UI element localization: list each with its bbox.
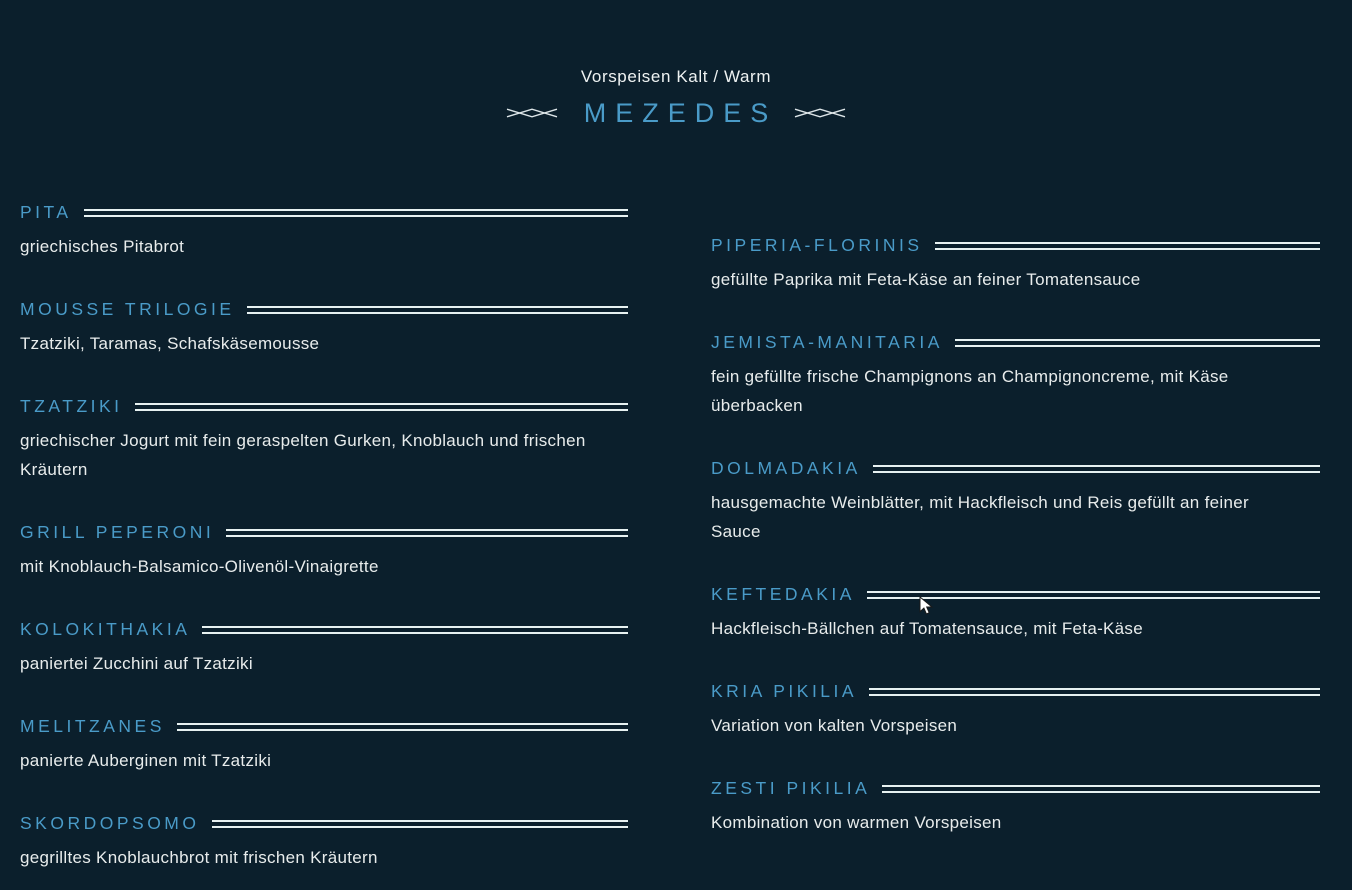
description-line: Hackfleisch-Bällchen auf Tomatensauce, mit Feta-Käse (711, 619, 1143, 638)
menu-column-right (711, 235, 1320, 890)
double-rule (202, 626, 628, 634)
menu-subtitle: Vorspeisen Kalt / Warm (580, 67, 772, 86)
menu-item-title: TZATZIKI (20, 395, 123, 416)
menu-item-title: KEFTEDAKIA (711, 583, 855, 604)
menu-header (0, 0, 1352, 130)
menu-item-title: JEMISTA-MANITARIA (711, 331, 943, 352)
menu-title-row (0, 96, 1352, 130)
menu-item-grill-peperoni (20, 522, 628, 581)
menu-item-title: PITA (20, 201, 72, 222)
double-rule (867, 591, 1320, 599)
menu-item-description (711, 488, 1320, 546)
description-line: Sauce (711, 522, 761, 541)
menu-item-melitzanes (20, 716, 628, 775)
menu-item-dolmadakia (711, 458, 1320, 546)
menu-item-description (711, 362, 1320, 420)
double-rule (882, 785, 1320, 793)
menu-item-skordopsomo (20, 813, 628, 872)
double-rule (935, 242, 1320, 250)
menu-item-piperia-florinis (711, 235, 1320, 294)
menu-item-description (20, 649, 628, 678)
description-line: gegrilltes Knoblauchbrot mit frischen Kräutern (20, 848, 378, 867)
menu-item-description (20, 232, 628, 261)
menu-item-description (20, 329, 628, 358)
menu-item-tzatziki (20, 396, 628, 484)
description-line: Variation von kalten Vorspeisen (711, 716, 958, 735)
description-line: Kombination von warmen Vorspeisen (711, 813, 1002, 832)
menu-column-left (20, 202, 628, 890)
knot-divider-icon (794, 106, 846, 120)
double-rule (84, 209, 628, 217)
description-line: panierte Auberginen mit Tzatziki (20, 751, 272, 770)
menu-title: MEZEDES (583, 97, 778, 128)
double-rule (135, 403, 628, 411)
description-line: gefüllte Paprika mit Feta-Käse an feiner Tomatensauce (711, 270, 1141, 289)
menu-item-pita (20, 202, 628, 261)
knot-divider-icon (506, 106, 558, 120)
menu-item-kolokithakia (20, 619, 628, 678)
menu-item-title: DOLMADAKIA (711, 457, 861, 478)
menu-item-description (711, 265, 1320, 294)
double-rule (177, 723, 628, 731)
menu-item-title: ZESTI PIKILIA (711, 777, 871, 798)
menu-item-title: MELITZANES (20, 715, 165, 736)
menu-item-description (20, 552, 628, 581)
double-rule (955, 339, 1320, 347)
menu-item-title: MOUSSE TRILOGIE (20, 298, 235, 319)
menu-item-description (20, 746, 628, 775)
menu-item-title: KRIA PIKILIA (711, 680, 858, 701)
description-line: hausgemachte Weinblätter, mit Hackfleisch und Reis gefüllt an feiner (711, 493, 1249, 512)
menu-item-description (711, 808, 1320, 837)
menu-item-description (711, 614, 1320, 643)
menu-item-kria-pikilia (711, 681, 1320, 740)
double-rule (212, 820, 629, 828)
description-line: Kräutern (20, 460, 88, 479)
menu-item-jemista-manitaria (711, 332, 1320, 420)
description-line: Tzatziki, Taramas, Schafskäsemousse (20, 334, 320, 353)
menu-item-zesti-pikilia (711, 778, 1320, 837)
description-line: mit Knoblauch-Balsamico-Olivenöl-Vinaigrette (20, 557, 379, 576)
description-line: griechisches Pitabrot (20, 237, 185, 256)
description-line: paniertei Zucchini auf Tzatziki (20, 654, 253, 673)
menu-item-description (20, 426, 628, 484)
menu-item-title: KOLOKITHAKIA (20, 618, 191, 639)
double-rule (873, 465, 1320, 473)
menu-item-mousse-trilogie (20, 299, 628, 358)
menu-columns (0, 202, 1352, 890)
menu-item-keftedakia (711, 584, 1320, 643)
description-line: überbacken (711, 396, 803, 415)
menu-item-description (711, 711, 1320, 740)
double-rule (869, 688, 1320, 696)
description-line: griechischer Jogurt mit fein geraspelten Gurken, Knoblauch und frischen (20, 431, 586, 450)
description-line: fein gefüllte frische Champignons an Champignoncreme, mit Käse (711, 367, 1229, 386)
menu-item-description (20, 843, 628, 872)
menu-item-title: GRILL PEPERONI (20, 521, 215, 542)
double-rule (226, 529, 628, 537)
double-rule (247, 306, 628, 314)
menu-item-title: SKORDOPSOMO (20, 812, 200, 833)
menu-item-title: PIPERIA-FLORINIS (711, 234, 923, 255)
